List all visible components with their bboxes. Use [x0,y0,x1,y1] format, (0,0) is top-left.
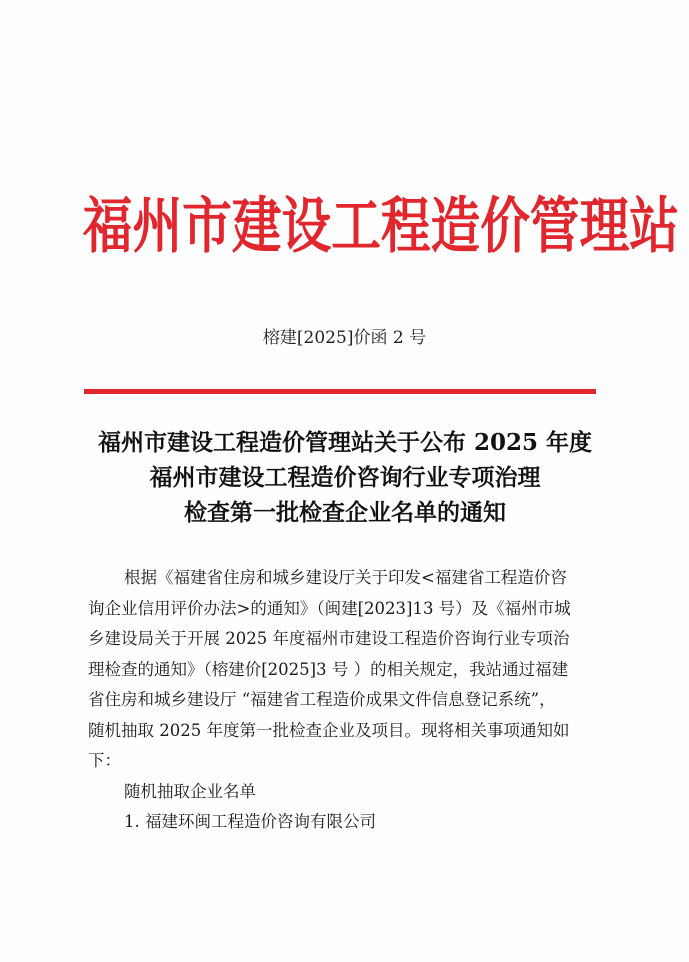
red-divider-line [84,389,596,394]
body-line-7: 下： [88,751,121,770]
body-line-4: 理检查的通知》（榕建价[2025]3 号 ）的相关规定，我站通过福建 [88,659,569,679]
body-line-2: 询企业信用评价办法>的通知》（闽建[2023]13 号）及《福州市城 [88,598,571,618]
notice-title [60,425,630,530]
notice-body [88,563,616,838]
list-item: 1. 福建环闽工程造价咨询有限公司 [124,812,376,831]
body-line-6: 随机抽取 2025 年度第一批检查企业及项目。现将相关事项通知如 [88,720,570,740]
notice-title-line-1: 福州市建设工程造价管理站关于公布 2025 年度 [97,429,593,456]
list-heading: 随机抽取企业名单 [124,781,256,801]
body-line-1: 根据《福建省住房和城乡建设厅关于印发<福建省工程造价咨 [124,568,567,587]
body-line-3: 乡建设局关于开展 2025 年度福州市建设工程造价咨询行业专项治 [88,629,570,648]
notice-title-line-2: 福州市建设工程造价咨询行业专项治理 [149,464,541,491]
notice-title-line-3: 检查第一批检查企业名单的通知 [184,499,506,526]
issuing-organization-header: 福州市建设工程造价管理站 [82,189,679,261]
body-line-5: 省住房和城乡建设厅 “福建省工程造价成果文件信息登记系统”， [88,690,556,709]
document-number: 榕建[2025]价函 2 号 [262,328,427,348]
